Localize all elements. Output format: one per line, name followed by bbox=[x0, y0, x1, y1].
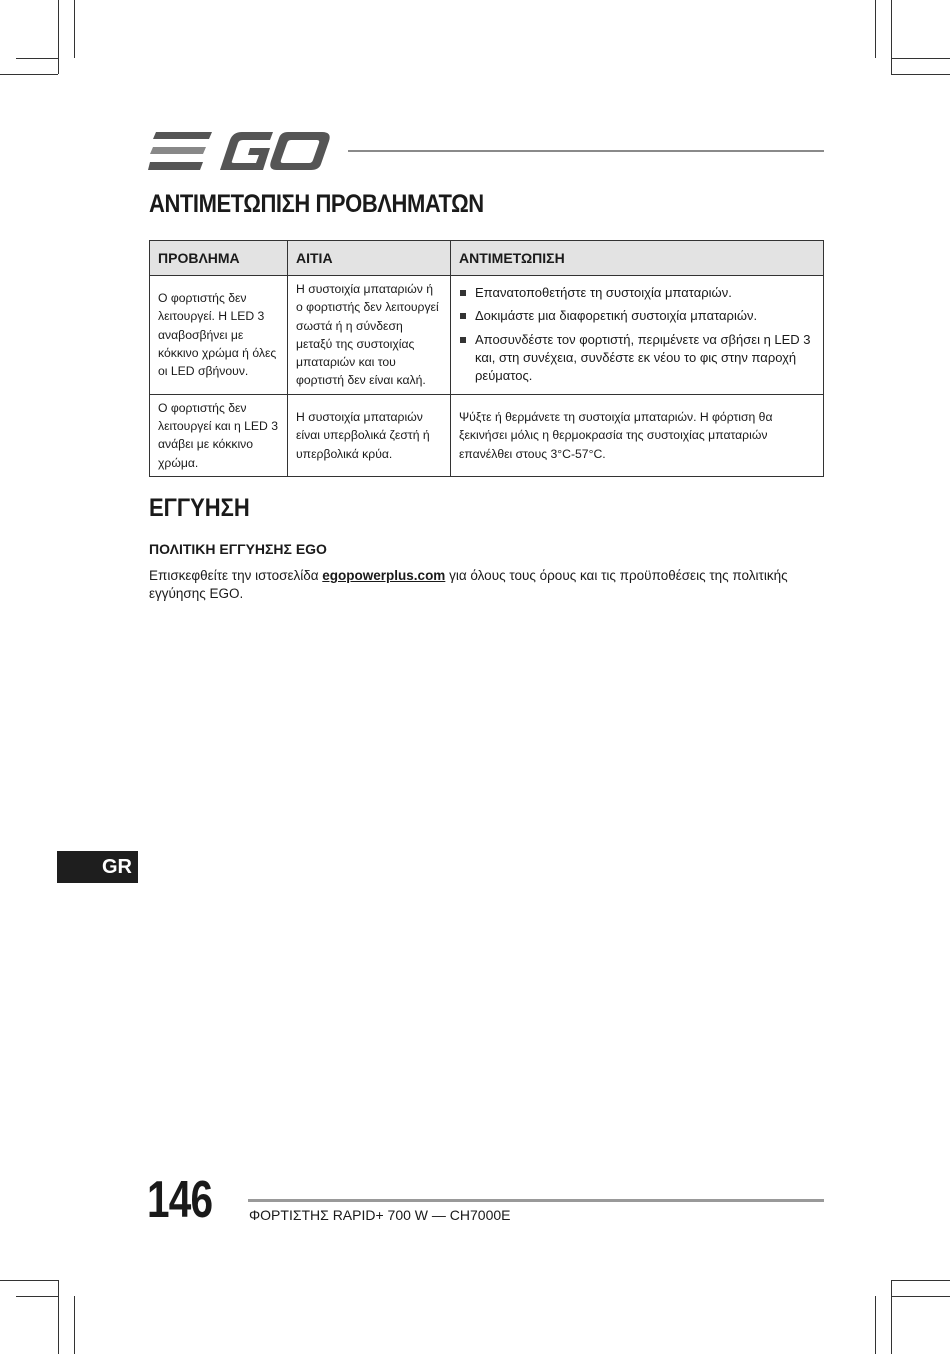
crop-mark bbox=[74, 1296, 75, 1354]
crop-mark bbox=[58, 0, 59, 74]
list-item bbox=[459, 284, 815, 302]
cause-cell: Η συστοιχία μπαταριών ή ο φορτιστής δεν λειτουργεί σωστά ή η σύνδεση μεταξύ της συστοιχίας μπαταριών και του φορτιστή δεν είναι καλή. bbox=[288, 276, 451, 395]
header-problem: ΠΡΟΒΛΗΜΑ bbox=[150, 241, 288, 276]
crop-mark bbox=[58, 1280, 59, 1354]
problem-cell: Ο φορτιστής δεν λειτουργεί και η LED 3 ανάβει με κόκκινο χρώμα. bbox=[150, 394, 288, 476]
list-item bbox=[459, 331, 815, 386]
table-row bbox=[150, 276, 824, 395]
solution-list bbox=[459, 284, 815, 385]
troubleshooting-table bbox=[149, 240, 824, 477]
warranty-link[interactable]: egopowerplus.com bbox=[322, 568, 446, 583]
list-item bbox=[459, 307, 815, 325]
bullet-square-icon bbox=[460, 290, 466, 296]
header-cause: ΑΙΤΙΑ bbox=[288, 241, 451, 276]
crop-mark bbox=[891, 74, 950, 75]
crop-mark bbox=[875, 1296, 876, 1354]
ego-logo bbox=[148, 128, 332, 174]
troubleshooting-title: ΑΝΤΙΜΕΤΩΠΙΣΗ ΠΡΟΒΛΗΜΑΤΩΝ bbox=[149, 190, 484, 218]
warranty-title: ΕΓΓΥΗΣΗ bbox=[149, 494, 250, 522]
solution-text: Δοκιμάστε μια διαφορετική συστοιχία μπαταριών. bbox=[475, 308, 758, 324]
footer-rule bbox=[248, 1199, 824, 1202]
header-solution: ΑΝΤΙΜΕΤΩΠΙΣΗ bbox=[451, 241, 824, 276]
header-rule bbox=[348, 150, 824, 152]
crop-mark bbox=[891, 1296, 950, 1297]
crop-mark bbox=[74, 0, 75, 58]
crop-mark bbox=[875, 0, 876, 58]
crop-mark bbox=[16, 58, 58, 59]
solution-cell bbox=[451, 276, 824, 395]
warranty-text bbox=[149, 567, 824, 603]
crop-mark bbox=[0, 1280, 58, 1281]
solution-cell: Ψύξτε ή θερμάνετε τη συστοιχία μπαταριών. Η φόρτιση θα ξεκινήσει μόλις η θερμοκρασία της συστοιχίας μπαταριών επανέλθει στους 3°C-57°C. bbox=[451, 394, 824, 476]
solution-text: Επανατοποθετήστε τη συστοιχία μπαταριών. bbox=[475, 285, 732, 301]
solution-text: Αποσυνδέστε τον φορτιστή, περιμένετε να σβήσει η LED 3 και, στη συνέχεια, συνδέστε εκ νέου το φις στην παροχή ρεύματος. bbox=[475, 331, 811, 384]
warranty-text-after: για όλους τους όρους και τις προϋποθέσεις της πολιτικής εγγύησης EGO. bbox=[149, 568, 788, 601]
crop-mark bbox=[891, 1280, 950, 1281]
crop-mark bbox=[0, 74, 58, 75]
table-header-row bbox=[150, 241, 824, 276]
warranty-subtitle: ΠΟΛΙΤΙΚΗ ΕΓΓΥΗΣΗΣ EGO bbox=[149, 541, 327, 557]
bullet-square-icon bbox=[460, 337, 466, 343]
crop-mark bbox=[16, 1296, 58, 1297]
table-row bbox=[150, 394, 824, 476]
footer-product: ΦΟΡΤΙΣΤΗΣ RAPID+ 700 W — CH7000E bbox=[249, 1207, 511, 1223]
cause-cell: Η συστοιχία μπαταριών είναι υπερβολικά ζεστή ή υπερβολικά κρύα. bbox=[288, 394, 451, 476]
page-number: 146 bbox=[147, 1171, 213, 1229]
problem-cell: Ο φορτιστής δεν λειτουργεί. Η LED 3 αναβοσβήνει με κόκκινο χρώμα ή όλες οι LED σβήνουν. bbox=[150, 276, 288, 395]
warranty-text-before: Επισκεφθείτε την ιστοσελίδα bbox=[149, 568, 323, 583]
language-tab: GR bbox=[57, 851, 138, 883]
crop-mark bbox=[891, 58, 950, 59]
crop-mark bbox=[891, 0, 892, 74]
bullet-square-icon bbox=[460, 313, 466, 319]
crop-mark bbox=[891, 1280, 892, 1354]
